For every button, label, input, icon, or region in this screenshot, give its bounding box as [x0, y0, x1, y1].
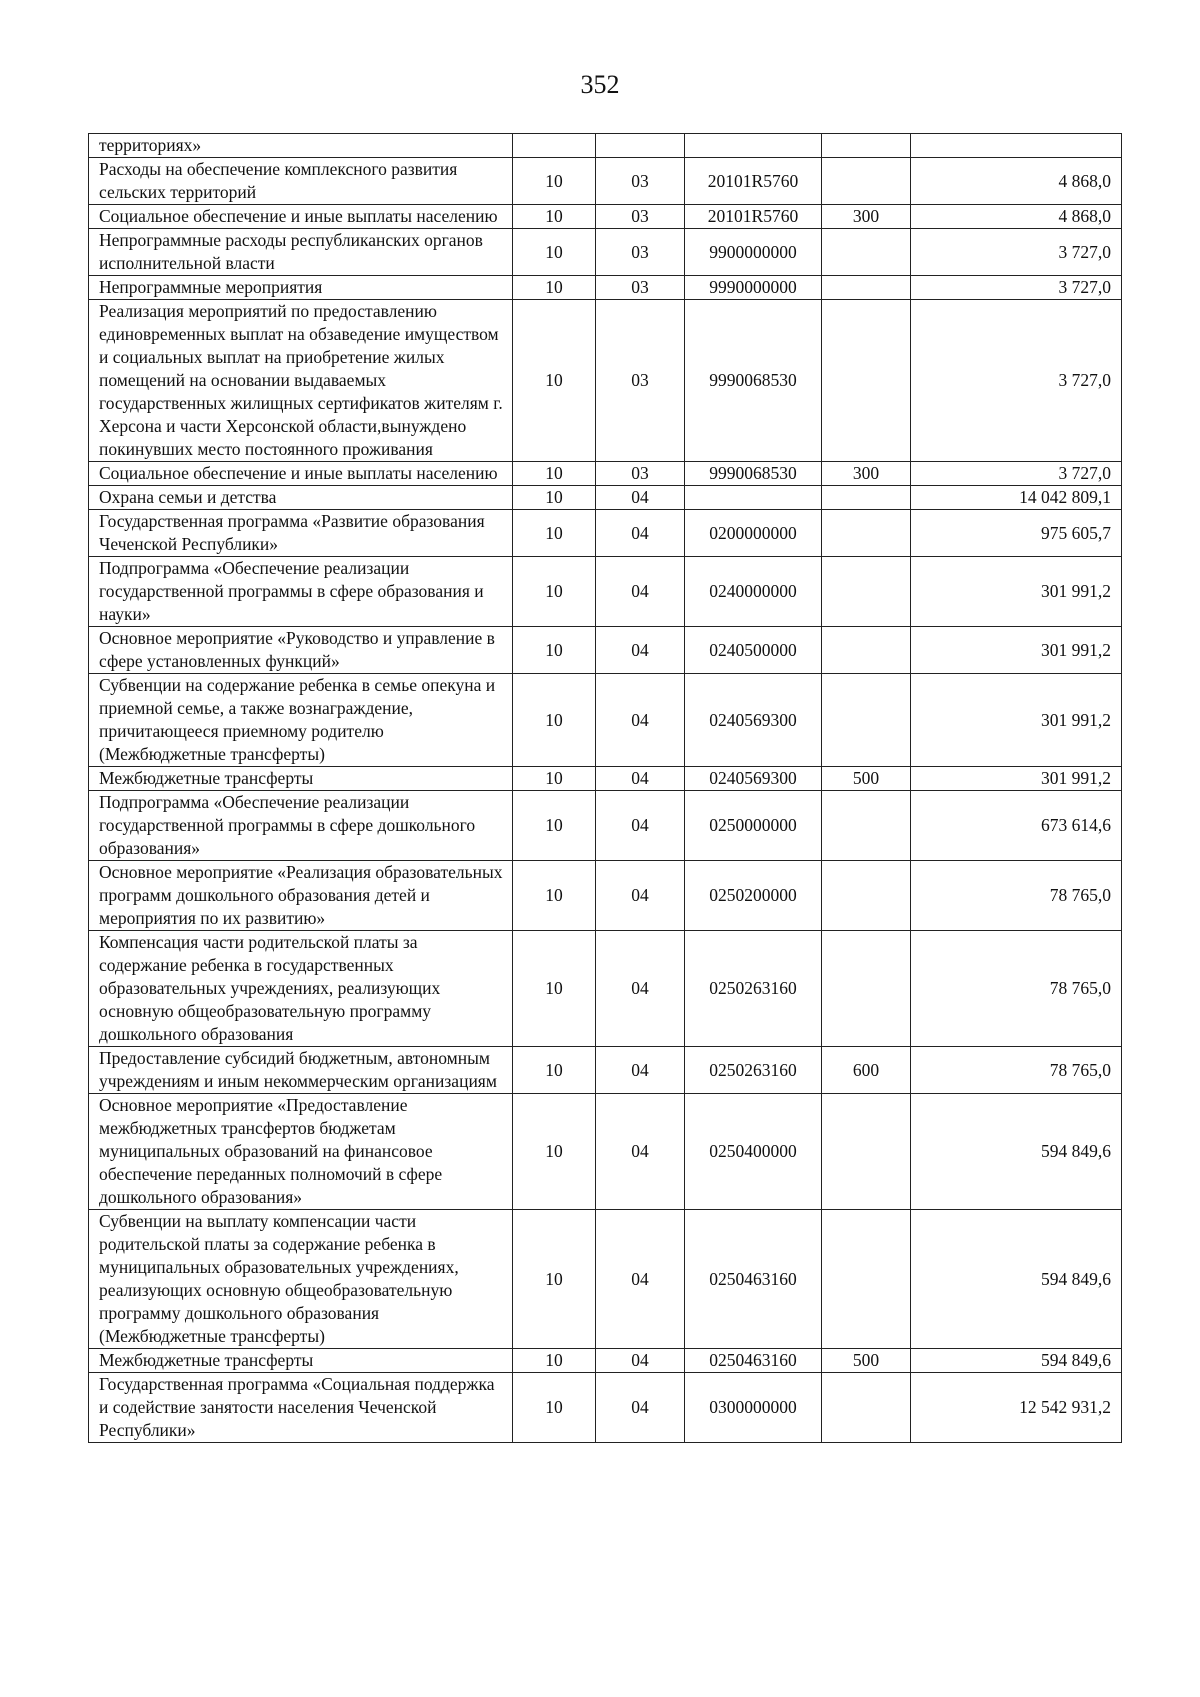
expense-name-cell: Субвенции на содержание ребенка в семье опекуна и приемной семье, а также вознаграждение, причитающееся приемному родителю (Межбюджетные трансферты) — [89, 674, 513, 767]
section-code-cell: 10 — [513, 276, 596, 300]
expense-name-cell: Непрограммные мероприятия — [89, 276, 513, 300]
target-article-cell: 0250463160 — [685, 1349, 822, 1373]
target-article-cell: 0250263160 — [685, 1047, 822, 1094]
expense-name-cell: Предоставление субсидий бюджетным, автономным учреждениям и иным некоммерческим организациям — [89, 1047, 513, 1094]
table-row — [89, 1373, 1122, 1443]
expense-name-cell: Основное мероприятие «Руководство и управление в сфере установленных функций» — [89, 627, 513, 674]
table-row — [89, 1047, 1122, 1094]
target-article-cell: 0240569300 — [685, 767, 822, 791]
expense-type-cell — [822, 300, 911, 462]
expense-name-cell: Субвенции на выплату компенсации части родительской платы за содержание ребенка в муниципальных образовательных учреждениях, реализующих основную общеобразовательную программу дошкольного образования (Межбюджетные трансферты) — [89, 1210, 513, 1349]
expense-type-cell — [822, 791, 911, 861]
expense-name-cell: Социальное обеспечение и иные выплаты населению — [89, 462, 513, 486]
table-row — [89, 674, 1122, 767]
amount-cell: 594 849,6 — [911, 1094, 1122, 1210]
expense-name-cell: Подпрограмма «Обеспечение реализации государственной программы в сфере дошкольного образования» — [89, 791, 513, 861]
subsection-code-cell: 04 — [596, 767, 685, 791]
subsection-code-cell: 03 — [596, 276, 685, 300]
amount-cell: 594 849,6 — [911, 1210, 1122, 1349]
amount-cell — [911, 134, 1122, 158]
expense-type-cell — [822, 229, 911, 276]
subsection-code-cell: 04 — [596, 1349, 685, 1373]
table-row — [89, 510, 1122, 557]
subsection-code-cell: 04 — [596, 1094, 685, 1210]
section-code-cell: 10 — [513, 229, 596, 276]
expense-type-cell — [822, 861, 911, 931]
table-row — [89, 205, 1122, 229]
section-code-cell: 10 — [513, 557, 596, 627]
amount-cell: 975 605,7 — [911, 510, 1122, 557]
expense-name-cell: Межбюджетные трансферты — [89, 1349, 513, 1373]
expense-type-cell — [822, 674, 911, 767]
subsection-code-cell — [596, 134, 685, 158]
table-row — [89, 486, 1122, 510]
amount-cell: 4 868,0 — [911, 205, 1122, 229]
table-row — [89, 158, 1122, 205]
target-article-cell: 20101R5760 — [685, 205, 822, 229]
target-article-cell: 0240000000 — [685, 557, 822, 627]
expense-type-cell — [822, 931, 911, 1047]
subsection-code-cell: 03 — [596, 158, 685, 205]
amount-cell: 4 868,0 — [911, 158, 1122, 205]
subsection-code-cell: 04 — [596, 486, 685, 510]
table-row — [89, 767, 1122, 791]
table-row — [89, 300, 1122, 462]
section-code-cell — [513, 134, 596, 158]
section-code-cell: 10 — [513, 1210, 596, 1349]
expense-type-cell — [822, 134, 911, 158]
section-code-cell: 10 — [513, 674, 596, 767]
table-row — [89, 861, 1122, 931]
expense-name-cell: Компенсация части родительской платы за содержание ребенка в государственных образовательных учреждениях, реализующих основную общеобразовательную программу дошкольного образования — [89, 931, 513, 1047]
expense-name-cell: Государственная программа «Социальная поддержка и содействие занятости населения Чеченской Республики» — [89, 1373, 513, 1443]
section-code-cell: 10 — [513, 300, 596, 462]
subsection-code-cell: 04 — [596, 557, 685, 627]
target-article-cell: 0200000000 — [685, 510, 822, 557]
section-code-cell: 10 — [513, 486, 596, 510]
target-article-cell: 20101R5760 — [685, 158, 822, 205]
amount-cell: 14 042 809,1 — [911, 486, 1122, 510]
section-code-cell: 10 — [513, 510, 596, 557]
section-code-cell: 10 — [513, 205, 596, 229]
table-row — [89, 557, 1122, 627]
subsection-code-cell: 03 — [596, 229, 685, 276]
expense-type-cell: 500 — [822, 1349, 911, 1373]
expense-type-cell: 300 — [822, 205, 911, 229]
subsection-code-cell: 04 — [596, 861, 685, 931]
expense-type-cell: 600 — [822, 1047, 911, 1094]
amount-cell: 78 765,0 — [911, 931, 1122, 1047]
target-article-cell: 0250400000 — [685, 1094, 822, 1210]
section-code-cell: 10 — [513, 931, 596, 1047]
expense-name-cell: Социальное обеспечение и иные выплаты населению — [89, 205, 513, 229]
amount-cell: 78 765,0 — [911, 1047, 1122, 1094]
table-row — [89, 229, 1122, 276]
table-row — [89, 1210, 1122, 1349]
table-row — [89, 462, 1122, 486]
subsection-code-cell: 04 — [596, 510, 685, 557]
target-article-cell: 0240500000 — [685, 627, 822, 674]
subsection-code-cell: 04 — [596, 931, 685, 1047]
expense-type-cell — [822, 1210, 911, 1349]
amount-cell: 301 991,2 — [911, 674, 1122, 767]
target-article-cell: 9990000000 — [685, 276, 822, 300]
expense-name-cell: Подпрограмма «Обеспечение реализации государственной программы в сфере образования и науки» — [89, 557, 513, 627]
target-article-cell — [685, 486, 822, 510]
table-row — [89, 276, 1122, 300]
amount-cell: 594 849,6 — [911, 1349, 1122, 1373]
target-article-cell: 0250463160 — [685, 1210, 822, 1349]
expense-name-cell: Основное мероприятие «Реализация образовательных программ дошкольного образования детей и мероприятия по их развитию» — [89, 861, 513, 931]
section-code-cell: 10 — [513, 158, 596, 205]
section-code-cell: 10 — [513, 1349, 596, 1373]
section-code-cell: 10 — [513, 767, 596, 791]
target-article-cell — [685, 134, 822, 158]
section-code-cell: 10 — [513, 791, 596, 861]
page-number: 352 — [580, 70, 620, 99]
subsection-code-cell: 03 — [596, 300, 685, 462]
expense-type-cell — [822, 510, 911, 557]
amount-cell: 3 727,0 — [911, 276, 1122, 300]
expense-name-cell: Межбюджетные трансферты — [89, 767, 513, 791]
table-row — [89, 931, 1122, 1047]
expense-type-cell — [822, 627, 911, 674]
expense-type-cell — [822, 276, 911, 300]
amount-cell: 3 727,0 — [911, 300, 1122, 462]
section-code-cell: 10 — [513, 462, 596, 486]
expense-type-cell — [822, 486, 911, 510]
target-article-cell: 9900000000 — [685, 229, 822, 276]
target-article-cell: 9990068530 — [685, 300, 822, 462]
amount-cell: 673 614,6 — [911, 791, 1122, 861]
target-article-cell: 0240569300 — [685, 674, 822, 767]
expense-name-cell: Расходы на обеспечение комплексного развития сельских территорий — [89, 158, 513, 205]
expense-type-cell — [822, 557, 911, 627]
target-article-cell: 0250000000 — [685, 791, 822, 861]
expense-name-cell: Охрана семьи и детства — [89, 486, 513, 510]
expense-type-cell: 500 — [822, 767, 911, 791]
expense-name-cell: Непрограммные расходы республиканских органов исполнительной власти — [89, 229, 513, 276]
amount-cell: 301 991,2 — [911, 627, 1122, 674]
table-row — [89, 791, 1122, 861]
amount-cell: 3 727,0 — [911, 229, 1122, 276]
subsection-code-cell: 03 — [596, 205, 685, 229]
amount-cell: 3 727,0 — [911, 462, 1122, 486]
expense-name-cell: Государственная программа «Развитие образования Чеченской Республики» — [89, 510, 513, 557]
expense-type-cell: 300 — [822, 462, 911, 486]
expense-name-cell: Основное мероприятие «Предоставление межбюджетных трансфертов бюджетам муниципальных образований на финансовое обеспечение переданных полномочий в сфере дошкольного образования» — [89, 1094, 513, 1210]
expense-name-cell: Реализация мероприятий по предоставлению единовременных выплат на обзаведение имуществом и социальных выплат на приобретение жилых помещений на основании выдаваемых государственных жилищных сертификатов жителям г. Херсона и части Херсонской области,вынуждено покинувших место постоянного проживания — [89, 300, 513, 462]
section-code-cell: 10 — [513, 1094, 596, 1210]
section-code-cell: 10 — [513, 861, 596, 931]
target-article-cell: 9990068530 — [685, 462, 822, 486]
subsection-code-cell: 04 — [596, 791, 685, 861]
section-code-cell: 10 — [513, 1047, 596, 1094]
target-article-cell: 0250263160 — [685, 931, 822, 1047]
expense-type-cell — [822, 1373, 911, 1443]
amount-cell: 12 542 931,2 — [911, 1373, 1122, 1443]
subsection-code-cell: 04 — [596, 627, 685, 674]
section-code-cell: 10 — [513, 627, 596, 674]
expense-name-cell: территориях» — [89, 134, 513, 158]
subsection-code-cell: 04 — [596, 1210, 685, 1349]
section-code-cell: 10 — [513, 1373, 596, 1443]
subsection-code-cell: 04 — [596, 1047, 685, 1094]
table-row — [89, 1349, 1122, 1373]
expense-type-cell — [822, 1094, 911, 1210]
table-row — [89, 134, 1122, 158]
target-article-cell: 0300000000 — [685, 1373, 822, 1443]
target-article-cell: 0250200000 — [685, 861, 822, 931]
amount-cell: 78 765,0 — [911, 861, 1122, 931]
subsection-code-cell: 04 — [596, 674, 685, 767]
table-row — [89, 627, 1122, 674]
subsection-code-cell: 03 — [596, 462, 685, 486]
table-row — [89, 1094, 1122, 1210]
budget-table — [88, 133, 1122, 1443]
amount-cell: 301 991,2 — [911, 557, 1122, 627]
amount-cell: 301 991,2 — [911, 767, 1122, 791]
subsection-code-cell: 04 — [596, 1373, 685, 1443]
expense-type-cell — [822, 158, 911, 205]
